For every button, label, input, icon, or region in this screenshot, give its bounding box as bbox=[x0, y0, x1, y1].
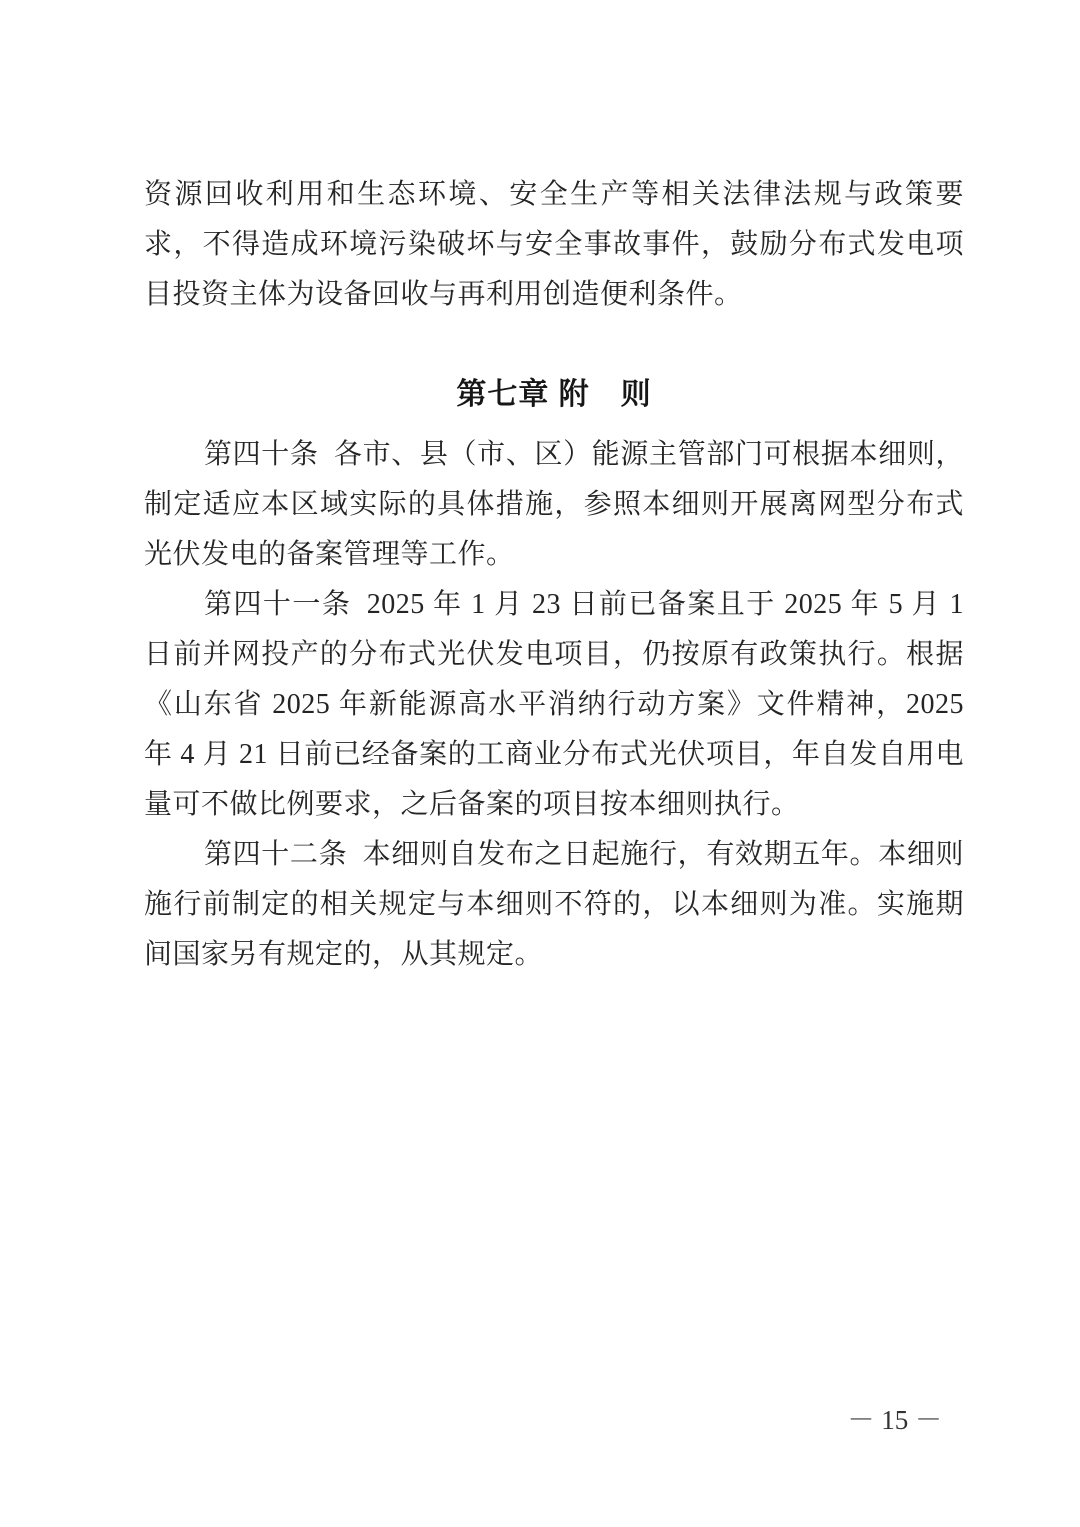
article-41-paragraph bbox=[144, 580, 964, 830]
article-42-paragraph bbox=[144, 830, 964, 980]
article-40-label: 第四十条 bbox=[204, 439, 319, 470]
article-40-paragraph bbox=[144, 430, 964, 580]
chapter-heading: 第七章 附 则 bbox=[456, 378, 652, 411]
article-41-label: 第四十一条 bbox=[204, 589, 352, 620]
page-number: － 15 － bbox=[847, 1405, 942, 1435]
paragraph-continuation bbox=[144, 170, 964, 320]
article-42-text: 本细则自发布之日起施行，有效期五年。本细则施行前制定的相关规定与本细则不符的，以本细则为准。实施期间国家另有规定的，从其规定。 bbox=[144, 839, 964, 970]
article-42-label: 第四十二条 bbox=[204, 839, 348, 870]
page-content bbox=[144, 170, 964, 980]
article-40-text: 各市、县（市、区）能源主管部门可根据本细则，制定适应本区域实际的具体措施，参照本细则开展离网型分布式光伏发电的备案管理等工作。 bbox=[144, 439, 964, 570]
article-41-text: 2025 年 1 月 23 日前已备案且于 2025 年 5 月 1 日前并网投产的分布式光伏发电项目，仍按原有政策执行。根据《山东省 2025 年新能源高水平消纳行动方案》文件精神，2025 年 4 月 21 日前已经备案的工商业分布式光伏项目，年自发自用电量可不做比例要求，之后备案的项目按本细则执行。 bbox=[144, 589, 964, 820]
paragraph-continuation-text: 资源回收利用和生态环境、安全生产等相关法律法规与政策要求，不得造成环境污染破坏与安全事故事件，鼓励分布式发电项目投资主体为设备回收与再利用创造便利条件。 bbox=[144, 179, 964, 310]
